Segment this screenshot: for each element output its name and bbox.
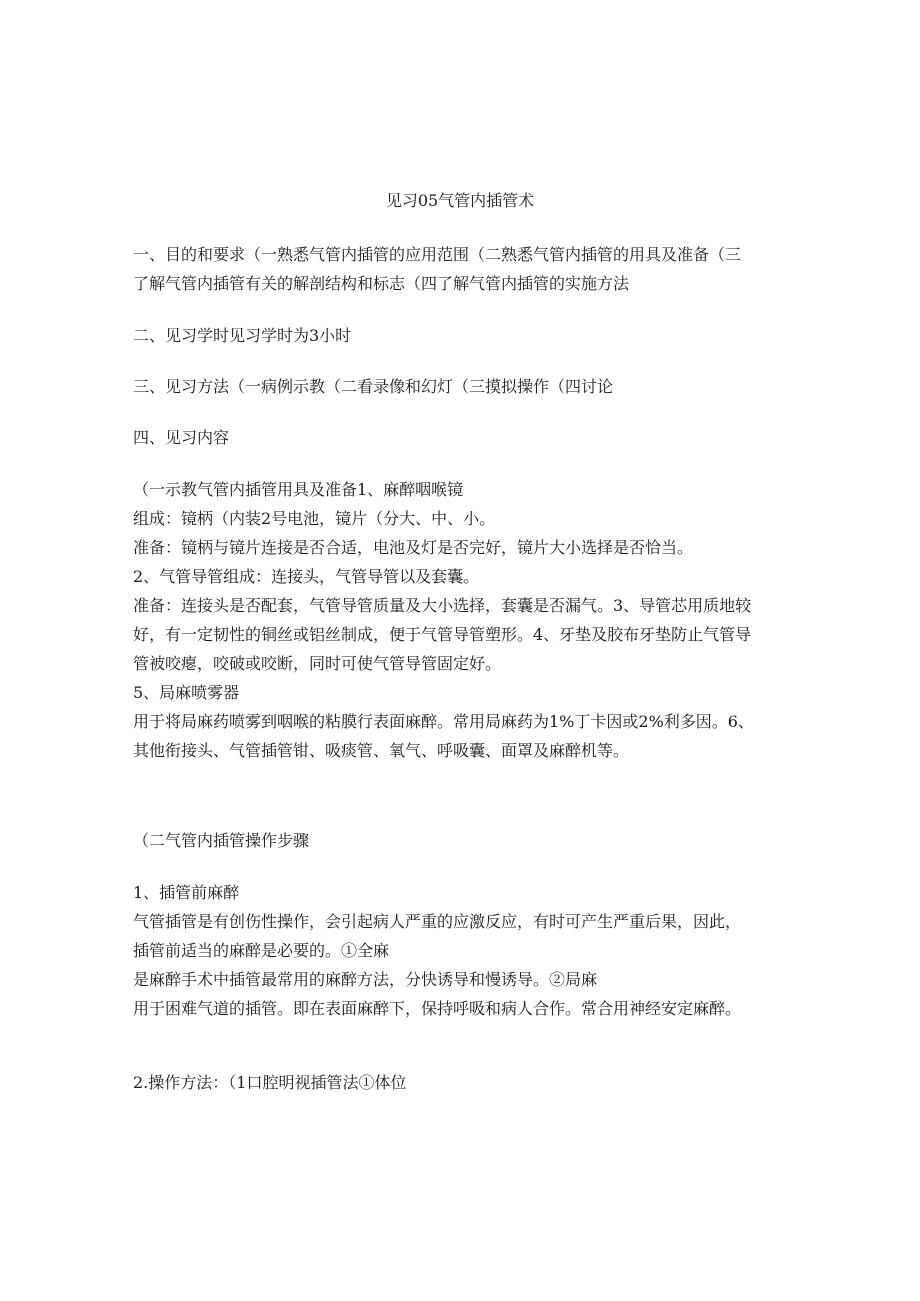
objectives-line-2: 了解气管内插管有关的解剖结构和标志（四了解气管内插管的实施方法 [133, 274, 630, 293]
section-content-heading [133, 423, 793, 452]
part1-line: （一示教气管内插管用具及准备1、麻醉咽喉镜 [133, 480, 464, 499]
step1-line: 气管插管是有创伤性操作，会引起病人严重的应激反应，有时可产生严重后果，因此， [133, 912, 742, 931]
part1-line: 其他衔接头、气管插管钳、吸痰管、氧气、呼吸囊、面罩及麻醉机等。 [133, 741, 630, 760]
part1-line: 组成：镜柄（内装2号电池，镜片（分大、中、小。 [133, 509, 496, 528]
part1-line: 准备：镜柄与镜片连接是否合适，电池及灯是否完好，镜片大小选择是否恰当。 [133, 538, 694, 557]
step2-line: 2.操作方法：（1口腔明视插管法①体位 [133, 1073, 407, 1092]
part1-line: 准备：连接头是否配套，气管导管质量及大小选择，套囊是否漏气。3、导管芯用质地较 [133, 596, 752, 615]
step1-line: 插管前适当的麻醉是必要的。①全麻 [133, 941, 390, 960]
objectives-line-1: 一、目的和要求（一熟悉气管内插管的应用范围（二熟悉气管内插管的用具及准备（三 [133, 245, 742, 264]
step1-line: 是麻醉手术中插管最常用的麻醉方法，分快诱导和慢诱导。②局麻 [133, 970, 598, 989]
part1-line: 管被咬瘪，咬破或咬断，同时可使气管导管固定好。 [133, 654, 502, 673]
part2-heading [133, 826, 793, 855]
part1-instruments [133, 475, 793, 765]
content-heading-line: 四、见习内容 [133, 428, 230, 447]
step1-line: 用于困难气道的插管。即在表面麻醉下，保持呼吸和病人合作。常合用神经安定麻醉。 [133, 999, 742, 1018]
part1-line: 5、局麻喷雾器 [133, 683, 240, 702]
step2-method [133, 1068, 793, 1097]
part1-line: 2、气管导管组成：连接头，气管导管以及套囊。 [133, 567, 480, 586]
section-hours [133, 321, 793, 350]
step1-line: 1、插管前麻醉 [133, 883, 240, 902]
section-methods [133, 372, 793, 401]
section-objectives [133, 240, 793, 298]
methods-line: 三、见习方法（一病例示教（二看录像和幻灯（三摸拟操作（四讨论 [133, 377, 614, 396]
hours-line: 二、见习学时见习学时为3小时 [133, 326, 352, 345]
document-title: 见习05气管内插管术 [385, 191, 535, 210]
part1-line: 好，有一定韧性的铜丝或铝丝制成，便于气管导管塑形。4、牙垫及胶布牙垫防止气管导 [133, 625, 752, 644]
step1-anesthesia [133, 878, 793, 1023]
part1-line: 用于将局麻药喷雾到咽喉的粘膜行表面麻醉。常用局麻药为1%丁卡因或2%利多因。6、 [133, 712, 754, 731]
part2-line: （二气管内插管操作步骤 [133, 831, 310, 850]
